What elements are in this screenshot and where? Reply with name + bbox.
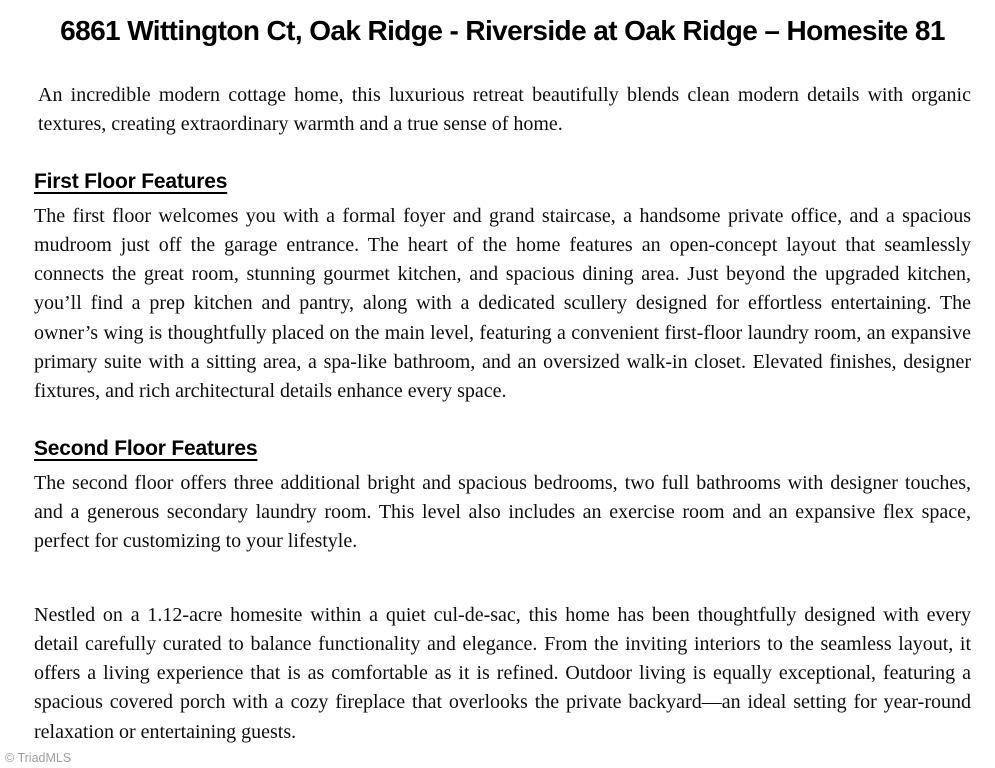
closing-paragraph: Nestled on a 1.12-acre homesite within a quiet cul-de-sac, this home has been thoughtfully designed with every detail carefully curated to balance functionality and elegance. From the inviting interiors to the seamless layout, it offers a living experience that is as comfortable as it is refined. Outdoor living is equally exceptional, featuring a spacious covered porch with a cozy fireplace that overlooks the private backyard—an ideal setting for year-round relaxation or entertaining guests. <box>34 603 971 743</box>
page-title: 6861 Wittington Ct, Oak Ridge - Riverside at Oak Ridge – Homesite 81 <box>60 15 945 46</box>
intro-paragraph: An incredible modern cottage home, this luxurious retreat beautifully blends clean modern details with organic textures, creating extraordinary warmth and a true sense of home. <box>38 84 971 136</box>
first-floor-paragraph: The first floor welcomes you with a formal foyer and grand staircase, a handsome private office, and a spacious mudroom just off the garage entrance. The heart of the home features an open-concept layout that seamlessly connects the great room, stunning gourmet kitchen, and spacious dining area. Just beyond the upgraded kitchen, you’ll find a prep kitchen and pantry, along with a dedicated scullery designed for effortless entertaining. The owner’s wing is thoughtfully placed on the main level, featuring a convenient first-floor laundry room, an expansive primary suite with a sitting area, a spa-like bathroom, and an oversized walk-in closet. Elevated finishes, designer fixtures, and rich architectural details enhance every space. <box>34 204 971 403</box>
section-first-floor <box>34 170 971 407</box>
section-heading-first-floor: First Floor Features <box>34 169 228 193</box>
mls-copyright-watermark: © TriadMLS <box>5 751 72 765</box>
second-floor-paragraph: The second floor offers three additional bright and spacious bedrooms, two full bathrooms with designer touches, and a generous secondary laundry room. This level also includes an exercise room and an expansive flex space, perfect for customizing to your lifestyle. <box>34 471 971 553</box>
section-second-floor <box>34 437 971 557</box>
section-heading-second-floor: Second Floor Features <box>34 436 258 460</box>
